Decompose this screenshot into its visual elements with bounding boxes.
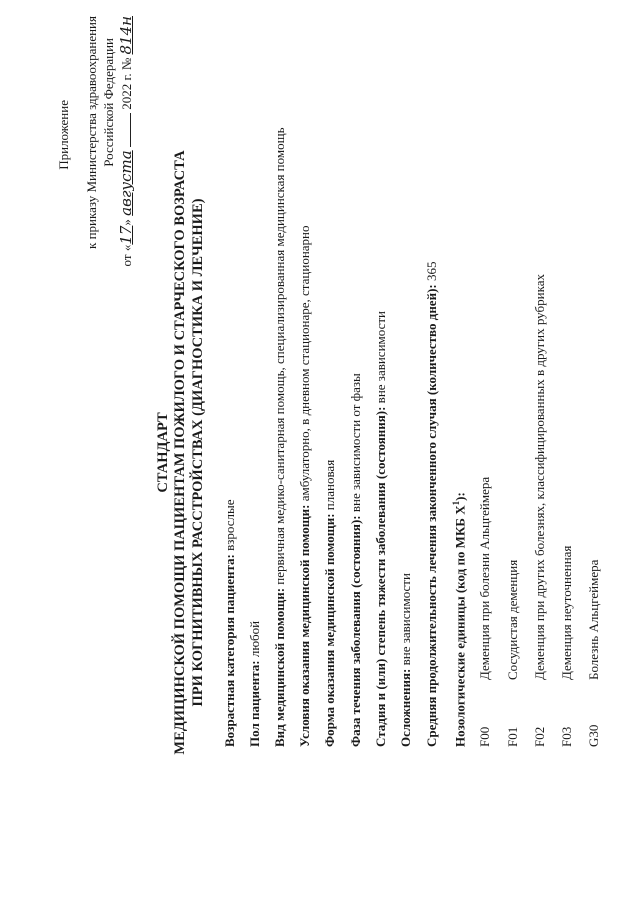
field-duration: Средняя продолжительность лечения законченного случая (количество дней): 365 <box>424 261 439 747</box>
appendix-title: Приложение <box>56 100 71 170</box>
date-month: августа <box>117 150 135 216</box>
appendix-order-line: к приказу Министерства здравоохранения <box>84 16 99 249</box>
standard-title: СТАНДАРТ <box>155 412 171 493</box>
standard-subtitle-2: ПРИ КОГНИТИВНЫХ РАССТРОЙСТВАХ (ДИАГНОСТИКА И ЛЕЧЕНИЕ) <box>190 198 206 707</box>
nosology-heading: Нозологические единицы (код по МКБ $X^1$): <box>451 492 468 747</box>
standard-subtitle-1: МЕДИЦИНСКОЙ ПОМОЩИ ПАЦИЕНТАМ ПОЖИЛОГО И СТАРЧЕСКОГО ВОЗРАСТА <box>172 150 188 755</box>
field-complications: Осложнения: вне зависимости <box>398 573 413 747</box>
field-care-type: Вид медицинской помощи: первичная медико-санитарная помощь, специализированная медицинская помощь <box>272 127 287 747</box>
nosology-code: G30 <box>586 724 601 747</box>
appendix-date-line: от «17» августа 2022 г. № 814н <box>117 16 135 267</box>
order-number: 814н <box>117 16 135 55</box>
field-sex: Пол пациента: любой <box>247 620 262 747</box>
field-disease-stage: Стадия и (или) степень тяжести заболевания (состояния): вне зависимости <box>373 311 388 747</box>
field-care-form: Форма оказания медицинской помощи: плановая <box>322 459 337 747</box>
appendix-ministry-line: Российской Федерации <box>101 38 116 167</box>
nosology-name: Деменция при болезни Альцгеймера <box>477 476 492 680</box>
date-day: 17 <box>117 225 135 245</box>
nosology-name: Деменция неуточненная <box>559 545 574 680</box>
field-care-conditions: Условия оказания медицинской помощи: амбулаторно, в дневном стационаре, стационарно <box>297 225 312 747</box>
date-underline <box>130 113 131 147</box>
field-age-category: Возрастная категория пациента: взрослые <box>222 499 237 747</box>
nosology-code: F02 <box>532 726 547 747</box>
nosology-name: Деменция при других болезнях, классифицированных в других рубриках <box>532 274 547 680</box>
nosology-code: F00 <box>477 726 492 747</box>
nosology-name: Сосудистая деменция <box>505 559 520 680</box>
field-disease-phase: Фаза течения заболевания (состояния): вне зависимости от фазы <box>348 373 363 747</box>
nosology-code: F03 <box>559 726 574 747</box>
nosology-name: Болезнь Альцгеймера <box>586 559 601 680</box>
nosology-code: F01 <box>505 726 520 747</box>
